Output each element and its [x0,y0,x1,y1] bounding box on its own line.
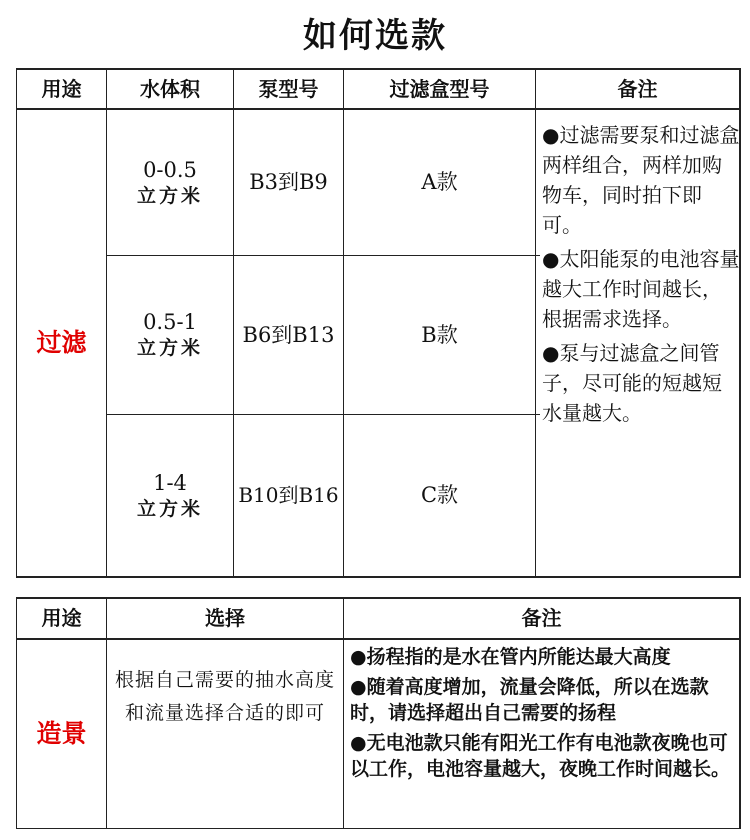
volume-unit: 立方米 [136,497,203,520]
note-item: ●过滤需要泵和过滤盒两样组合，两样加购物车，同时拍下即可。 [542,123,740,237]
usage-filter: 过滤 [36,328,87,358]
header-choice: 选择 [205,606,245,630]
pump-range: B3到B9 [249,170,328,195]
volume-unit: 立方米 [136,184,203,207]
header-filter-box-model: 过滤盒型号 [389,76,490,101]
landscape-notes [350,644,742,786]
note-item: ●太阳能泵的电池容量越大工作时间越长，根据需求选择。 [542,247,740,331]
pump-range: B6到B13 [242,322,335,347]
pump-range: B10到B16 [238,483,339,507]
note-item: ●无电池款只能有阳光工作有电池款夜晚也可以工作，电池容量越大，夜晚工作时间越长。 [350,731,731,781]
choice-text: 根据自己需要的抽水高度和流量选择合适的即可 [114,669,335,725]
note-item: ●随着高度增加，流量会降低，所以在选款时，请选择超出自己需要的扬程 [350,675,709,725]
header-pump-model: 泵型号 [258,76,319,101]
header-usage: 用途 [41,606,82,630]
header-notes: 备注 [617,76,658,101]
filter-box-model: A款 [421,170,458,195]
filter-box-model: C款 [420,483,459,508]
page-title: 如何选款 [303,16,447,56]
volume-cell [107,415,233,576]
volume-cell [107,256,233,414]
volume-cell [107,110,233,255]
volume-range: 0-0.5 [143,157,197,182]
volume-range: 0.5-1 [143,310,197,334]
note-item: ●泵与过滤盒之间管子，尽可能的短越短水量越大。 [542,341,722,425]
usage-landscape: 造景 [36,719,87,749]
header-usage: 用途 [41,76,82,101]
volume-unit: 立方米 [136,337,203,360]
filter-notes [542,120,740,432]
filter-box-model: B款 [421,322,458,347]
header-volume: 水体积 [140,76,200,101]
note-item: ●扬程指的是水在管内所能达最大高度 [350,646,671,668]
header-notes: 备注 [521,606,562,630]
volume-range: 1-4 [153,470,187,495]
